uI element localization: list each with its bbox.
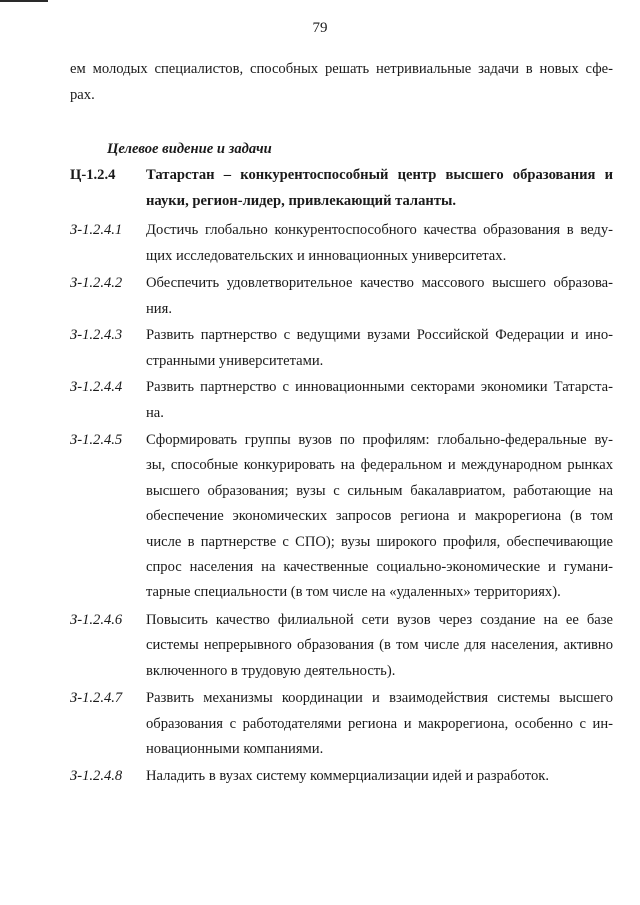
task-line: странными университетами. [146,353,324,369]
intro-line: ем молодых специалистов, способных решать нетривиальные задачи в новых сфе- [70,61,613,77]
task-line: Повысить качество филиальной сети вузов через создание на ее базе [146,612,613,628]
task-code: З-1.2.4.6 [70,612,123,628]
task-line: Наладить в вузах систему коммерциализации идей и разработок. [146,768,549,784]
task-code: З-1.2.4.7 [70,690,123,706]
goal-line: науки, регион-лидер, привлекающий таланты. [146,193,457,209]
task-line: на. [146,405,164,421]
task-line: Развить партнерство с инновационными секторами экономики Татарста- [146,379,613,395]
task-line: Достичь глобально конкурентоспособного качества образования в веду- [146,222,613,238]
task-line: образования с работодателями региона и макрорегиона, особенно с ин- [146,716,613,732]
task-line: новационными компаниями. [146,741,324,757]
scan-corner-mark [0,0,48,2]
task-code: З-1.2.4.8 [70,768,123,784]
goal-line: Татарстан – конкурентоспособный центр высшего образования и [146,167,613,183]
task-line: числе в партнерстве с СПО); вузы широкого профиля, обеспечивающие [146,534,613,550]
page-number: 79 [312,20,328,36]
task-line: Развить партнерство с ведущими вузами Российской Федерации и ино- [146,327,613,343]
task-line: Сформировать группы вузов по профилям: глобально-федеральные ву- [146,432,613,448]
intro-line: рах. [70,87,95,103]
goal-code: Ц-1.2.4 [70,167,116,183]
task-line: включенного в трудовую деятельность). [146,663,396,679]
task-code: З-1.2.4.1 [70,222,123,238]
task-line: обеспечение экономических запросов региона и макрорегиона (в том [146,508,613,524]
task-code: З-1.2.4.3 [70,327,123,343]
task-line: зы, способные конкурировать на федеральном и международном рынках [146,457,613,473]
task-code: З-1.2.4.2 [70,275,123,291]
task-line: Обеспечить удовлетворительное качество массового высшего образова- [146,275,613,291]
section-heading: Целевое видение и задачи [107,141,272,157]
task-line: высшего образования; вузы с сильным бакалавриатом, работающие на [146,483,613,499]
task-code: З-1.2.4.5 [70,432,123,448]
task-line: спрос населения на качественные социально-экономические и гумани- [146,559,613,575]
task-line: системы непрерывного образования (в том числе для населения, активно [146,637,613,653]
task-line: Развить механизмы координации и взаимодействия системы высшего [146,690,613,706]
task-line: щих исследовательских и инновационных университетах. [146,248,507,264]
task-code: З-1.2.4.4 [70,379,123,395]
task-line: тарные специальности (в том числе на «удаленных» территориях). [146,584,561,600]
task-line: ния. [146,301,172,317]
